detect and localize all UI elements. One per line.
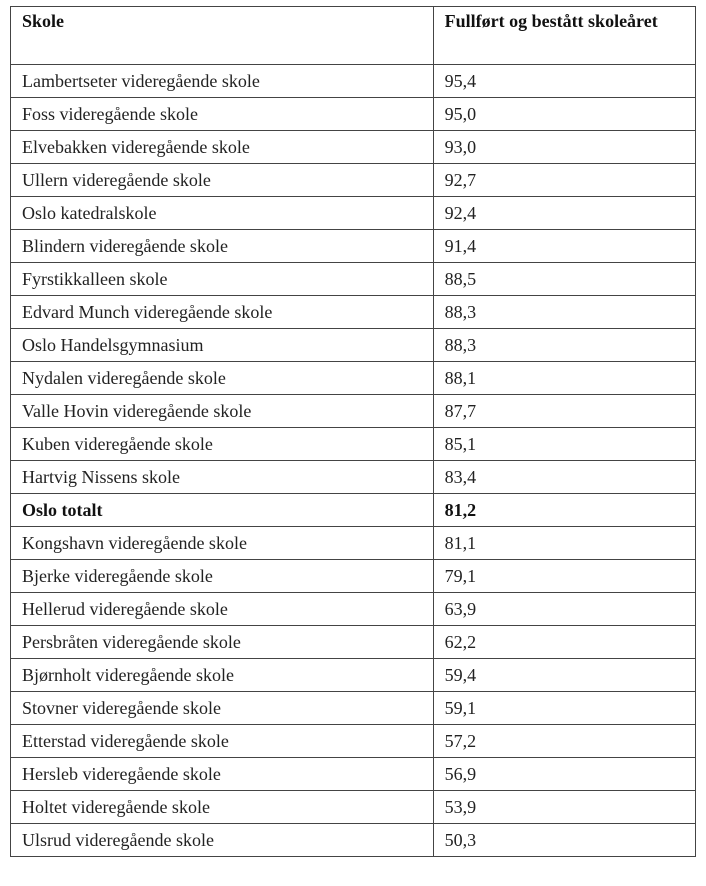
table-row [11,593,696,626]
table-row [11,692,696,725]
table-row [11,824,696,857]
school-name-cell: Holtet videregående skole [11,791,434,824]
school-name-cell: Blindern videregående skole [11,230,434,263]
result-value-cell: 95,0 [433,98,695,131]
table-row [11,263,696,296]
school-name-cell: Kongshavn videregående skole [11,527,434,560]
header-row [11,7,696,65]
school-name-cell: Ulsrud videregående skole [11,824,434,857]
table-row [11,98,696,131]
school-name-cell: Hellerud videregående skole [11,593,434,626]
school-name-cell: Foss videregående skole [11,98,434,131]
school-name-cell: Stovner videregående skole [11,692,434,725]
school-name-cell: Elvebakken videregående skole [11,131,434,164]
table-row [11,758,696,791]
result-value-cell: 50,3 [433,824,695,857]
table-row [11,197,696,230]
school-name-cell: Kuben videregående skole [11,428,434,461]
school-name-cell: Bjerke videregående skole [11,560,434,593]
school-name-cell: Etterstad videregående skole [11,725,434,758]
result-value-cell: 53,9 [433,791,695,824]
school-results-table [10,6,696,857]
table-row [11,230,696,263]
result-value-cell: 59,1 [433,692,695,725]
school-name-cell: Oslo Handelsgymnasium [11,329,434,362]
table-row [11,659,696,692]
table-header [11,7,696,65]
school-name-cell: Lambertseter videregående skole [11,65,434,98]
table-row [11,131,696,164]
result-value-cell: 81,2 [433,494,695,527]
school-name-cell: Hersleb videregående skole [11,758,434,791]
school-name-cell: Nydalen videregående skole [11,362,434,395]
result-value-cell: 85,1 [433,428,695,461]
result-value-cell: 88,3 [433,296,695,329]
school-name-cell: Edvard Munch videregående skole [11,296,434,329]
school-name-cell: Valle Hovin videregående skole [11,395,434,428]
result-value-cell: 87,7 [433,395,695,428]
school-name-cell: Bjørnholt videregående skole [11,659,434,692]
table-row [11,428,696,461]
school-name-cell: Oslo totalt [11,494,434,527]
result-value-cell: 91,4 [433,230,695,263]
result-value-cell: 95,4 [433,65,695,98]
table-row [11,65,696,98]
school-name-cell: Hartvig Nissens skole [11,461,434,494]
result-value-cell: 57,2 [433,725,695,758]
school-name-cell: Ullern videregående skole [11,164,434,197]
school-name-cell: Oslo katedralskole [11,197,434,230]
result-value-cell: 93,0 [433,131,695,164]
table-row [11,725,696,758]
result-value-cell: 92,4 [433,197,695,230]
table-row [11,164,696,197]
table-row [11,296,696,329]
result-value-cell: 83,4 [433,461,695,494]
result-value-cell: 88,3 [433,329,695,362]
school-name-cell: Persbråten videregående skole [11,626,434,659]
result-value-cell: 88,1 [433,362,695,395]
table-row [11,362,696,395]
result-value-cell: 56,9 [433,758,695,791]
table-row-total [11,494,696,527]
header-school: Skole [11,7,434,65]
table-row [11,527,696,560]
table-row [11,329,696,362]
header-result: Fullført og bestått skoleåret [433,7,695,65]
school-name-cell: Fyrstikkalleen skole [11,263,434,296]
result-value-cell: 63,9 [433,593,695,626]
result-value-cell: 88,5 [433,263,695,296]
table-row [11,395,696,428]
result-value-cell: 79,1 [433,560,695,593]
table-row [11,791,696,824]
table-row [11,560,696,593]
result-value-cell: 81,1 [433,527,695,560]
result-value-cell: 62,2 [433,626,695,659]
result-value-cell: 92,7 [433,164,695,197]
table-row [11,626,696,659]
table-body [11,65,696,857]
table-row [11,461,696,494]
result-value-cell: 59,4 [433,659,695,692]
